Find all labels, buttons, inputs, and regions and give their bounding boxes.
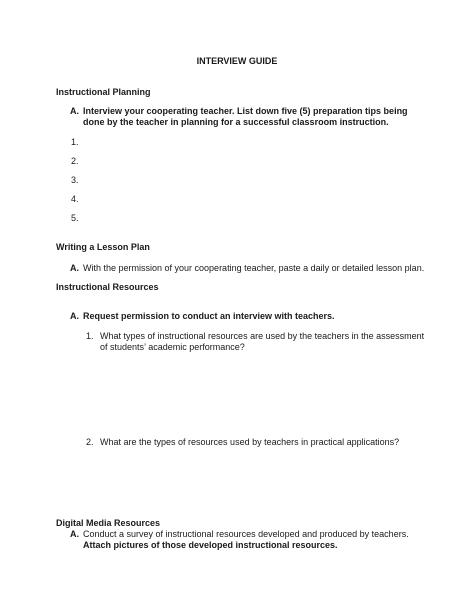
list-number-4: 4. — [71, 194, 79, 204]
list-number-5: 5. — [71, 213, 79, 223]
question-number-1: 1. — [86, 331, 94, 341]
document-title: INTERVIEW GUIDE — [196, 56, 278, 66]
item-letter: A. — [70, 263, 79, 273]
item-text-request-permission: Request permission to conduct an interview with teachers. — [83, 311, 335, 321]
item-text-bold: Attach pictures of those developed instructional resources. — [83, 540, 338, 550]
question-text-2: What are the types of resources used by teachers in practical applications? — [100, 437, 400, 447]
item-text-preparation-tips: Interview your cooperating teacher. List down five (5) preparation tips being done by the teacher in planning for a successful classroom instruction. — [83, 106, 408, 127]
section-heading-writing-lesson-plan: Writing a Lesson Plan — [56, 242, 150, 252]
item-letter: A. — [70, 311, 79, 321]
list-number-3: 3. — [71, 175, 79, 185]
list-number-1: 1. — [71, 137, 79, 147]
question-number-2: 2. — [86, 437, 94, 447]
item-text-lesson-plan: With the permission of your cooperating teacher, paste a daily or detailed lesson plan. — [83, 263, 425, 273]
item-text-digital-media — [83, 529, 428, 551]
list-number-2: 2. — [71, 156, 79, 166]
section-heading-instructional-resources: Instructional Resources — [56, 282, 159, 292]
question-text-1: What types of instructional resources are used by the teachers in the assessment of students’ academic performance? — [100, 331, 425, 352]
section-heading-instructional-planning: Instructional Planning — [56, 87, 151, 97]
item-letter: A. — [70, 106, 79, 116]
section-heading-digital-media-resources: Digital Media Resources — [56, 518, 161, 528]
item-text-normal: Conduct a survey of instructional resources developed and produced by teachers. — [83, 529, 409, 539]
item-letter: A. — [70, 529, 79, 539]
